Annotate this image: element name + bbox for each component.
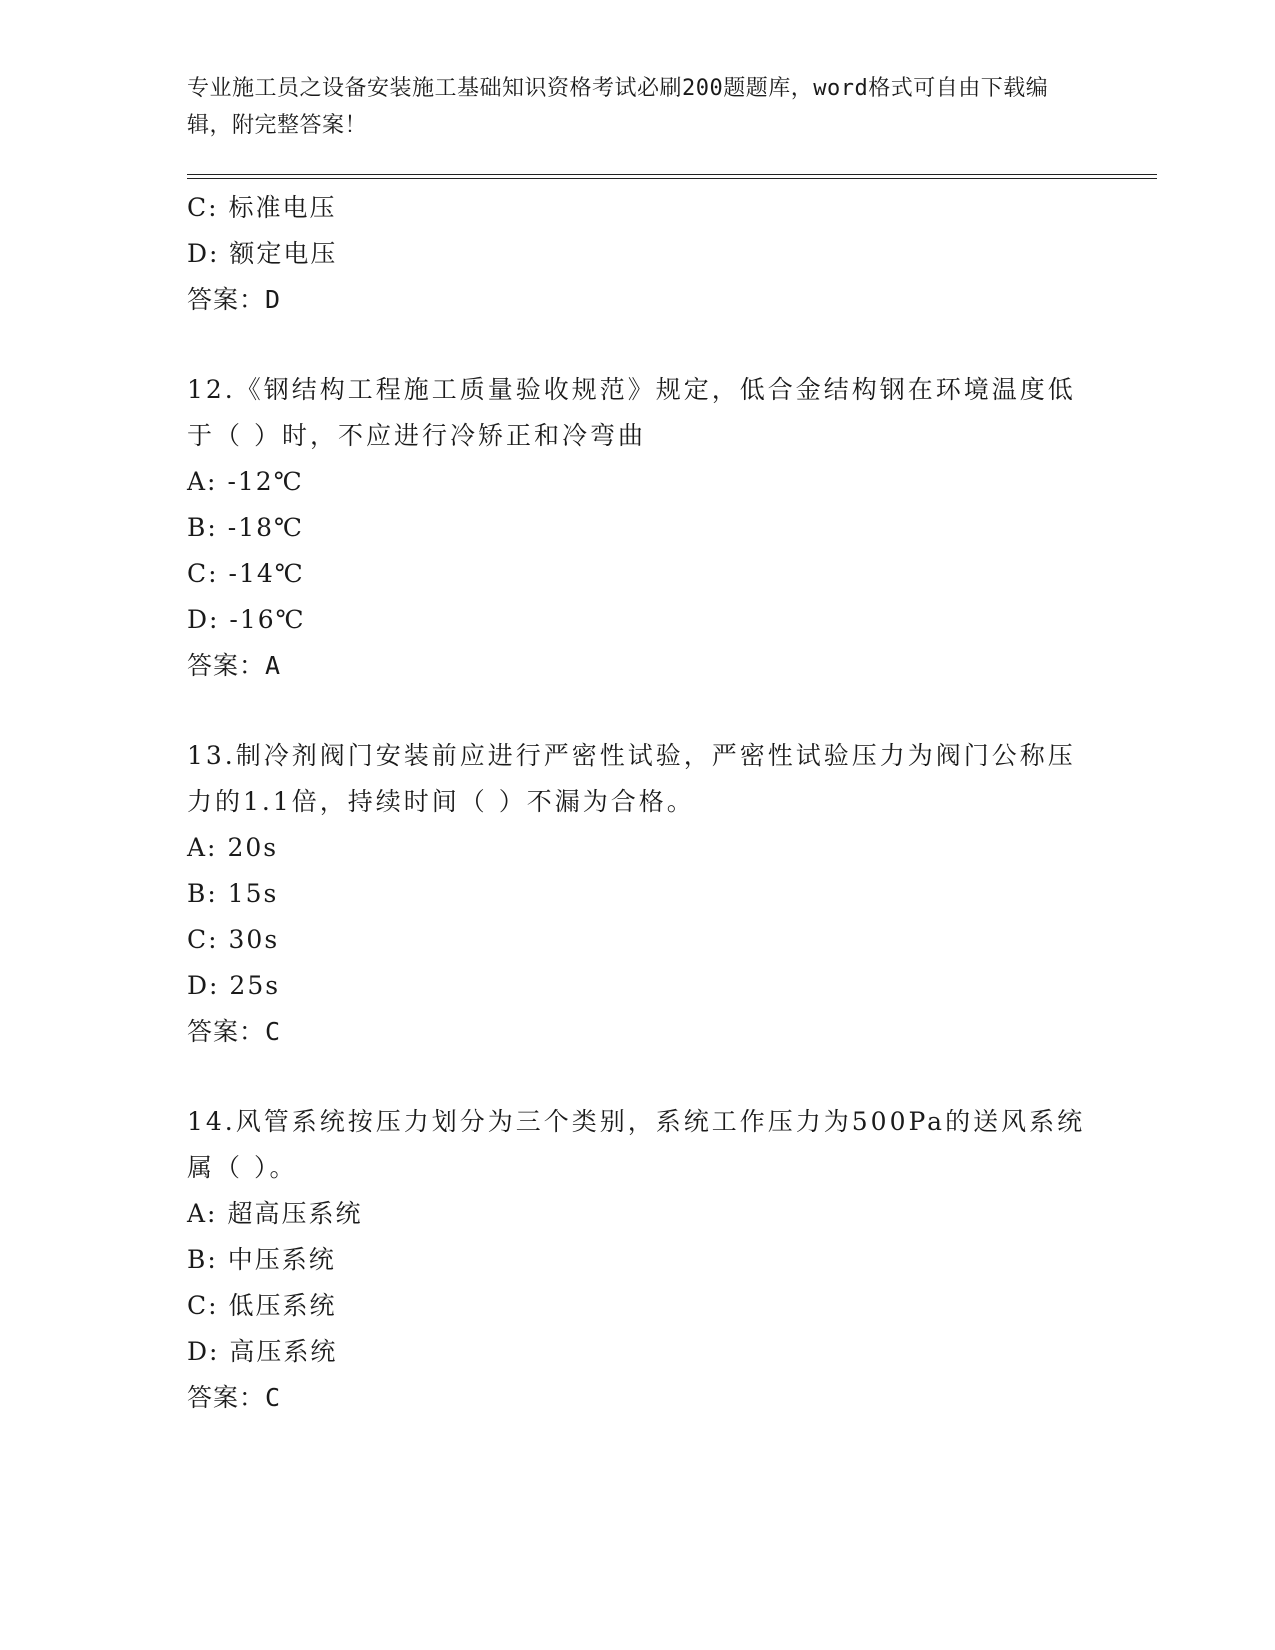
option-b: B: 中压系统 xyxy=(187,1245,336,1274)
question-12 xyxy=(187,367,1157,689)
answer-line: 答案：A xyxy=(187,651,282,680)
document-header-title: 专业施工员之设备安装施工基础知识资格考试必刷200题题库，word格式可自由下载编辑，附完整答案！ xyxy=(187,76,1049,138)
answer-line: 答案：C xyxy=(187,1383,282,1412)
option-b: B: -18℃ xyxy=(187,513,304,542)
header-double-rule xyxy=(187,174,1157,179)
document-page xyxy=(187,70,1157,1421)
option-a: A: 超高压系统 xyxy=(187,1199,363,1228)
answer-line: 答案：C xyxy=(187,1017,282,1046)
option-c: C: -14℃ xyxy=(187,559,305,588)
option-d: D: 高压系统 xyxy=(187,1337,338,1366)
option-a: A: 20s xyxy=(187,833,279,862)
option-d: D: 25s xyxy=(187,971,281,1000)
option-b: B: 15s xyxy=(187,879,279,908)
question-list xyxy=(187,185,1157,1421)
question-stem: 13.制冷剂阀门安装前应进行严密性试验，严密性试验压力为阀门公称压力的1.1倍，持续时间（ ）不漏为合格。 xyxy=(187,741,1076,816)
option-a: A: -12℃ xyxy=(187,467,304,496)
option-d: D: 额定电压 xyxy=(187,239,338,268)
option-c: C: 30s xyxy=(187,925,280,954)
question-13 xyxy=(187,733,1157,1055)
question-14 xyxy=(187,1099,1157,1421)
option-d: D: -16℃ xyxy=(187,605,306,634)
answer-line: 答案：D xyxy=(187,285,282,314)
option-c: C: 低压系统 xyxy=(187,1291,337,1320)
question-stem: 14.风管系统按压力划分为三个类别，系统工作压力为500Pa的送风系统属（ ）。 xyxy=(187,1107,1086,1182)
question-stem: 12.《钢结构工程施工质量验收规范》规定，低合金结构钢在环境温度低于（ ）时，不应进行冷矫正和冷弯曲 xyxy=(187,375,1076,450)
option-c: C: 标准电压 xyxy=(187,193,337,222)
question-11-continued xyxy=(187,185,1157,323)
